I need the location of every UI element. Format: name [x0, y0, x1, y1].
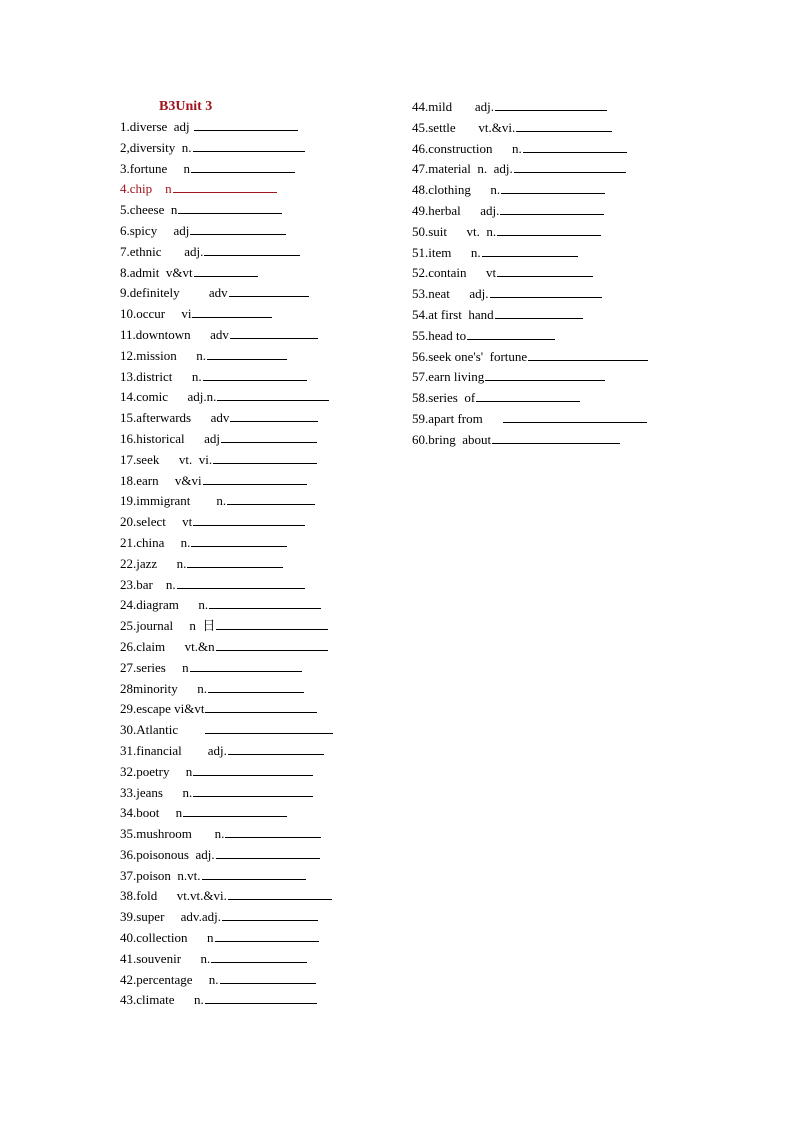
answer-blank[interactable] — [207, 346, 287, 360]
answer-blank[interactable] — [211, 949, 307, 963]
answer-blank[interactable] — [209, 595, 321, 609]
vocab-term: 17.seek vt. vi. — [120, 451, 213, 467]
answer-blank[interactable] — [230, 325, 318, 339]
answer-blank[interactable] — [230, 408, 318, 422]
vocab-item — [412, 222, 648, 243]
vocab-item — [120, 928, 333, 949]
vocab-term: 12.mission n. — [120, 347, 206, 363]
vocab-item — [120, 387, 333, 408]
answer-blank[interactable] — [203, 471, 307, 485]
vocab-term: 44.mild adj. — [412, 99, 494, 114]
vocab-term: 49.herbal adj. — [412, 202, 500, 218]
vocab-item — [412, 139, 648, 160]
vocab-term: 18.earn v&vi — [120, 472, 202, 488]
answer-blank[interactable] — [215, 928, 319, 942]
vocab-term: 46.construction n. — [412, 140, 522, 156]
vocab-item — [120, 325, 333, 346]
vocab-term: 35.mushroom n. — [120, 826, 225, 842]
vocab-item — [120, 450, 333, 471]
answer-blank[interactable] — [204, 242, 300, 256]
vocab-term: 26.claim vt.&n — [120, 638, 215, 654]
answer-blank[interactable] — [193, 783, 313, 797]
vocab-term: 45.settle vt.&vi. — [412, 119, 516, 135]
vocab-item — [120, 533, 333, 554]
vocab-item — [412, 430, 648, 451]
vocab-term: 34.boot n — [120, 805, 183, 821]
page-title: B3Unit 3 — [159, 99, 213, 114]
vocab-item — [120, 970, 333, 991]
vocab-term: 40.collection n — [120, 930, 214, 946]
answer-blank[interactable] — [190, 221, 286, 235]
answer-blank[interactable] — [482, 243, 578, 257]
vocab-term: 39.super adv.adj. — [120, 909, 221, 925]
answer-blank[interactable] — [190, 658, 302, 672]
answer-blank[interactable] — [227, 491, 315, 505]
answer-blank[interactable] — [213, 450, 317, 464]
answer-blank[interactable] — [194, 117, 298, 131]
vocab-term: 30.Atlantic — [120, 722, 205, 738]
vocab-term: 7.ethnic adj. — [120, 243, 204, 259]
vocab-term: 27.series n — [120, 659, 189, 675]
vocab-item — [120, 720, 333, 741]
vocab-term: 57.earn living — [412, 369, 485, 385]
vocab-term: 24.diagram n. — [120, 597, 209, 613]
answer-blank[interactable] — [225, 824, 321, 838]
vocab-item — [120, 491, 333, 512]
vocab-list-right — [412, 97, 648, 451]
vocab-item — [120, 762, 333, 783]
answer-blank[interactable] — [495, 97, 607, 111]
answer-blank[interactable] — [495, 305, 583, 319]
vocab-item — [412, 118, 648, 139]
vocab-term: 31.financial adj. — [120, 742, 227, 758]
vocab-item — [120, 616, 333, 637]
vocab-term: 14.comic adj.n. — [120, 389, 217, 405]
answer-blank[interactable] — [192, 304, 272, 318]
vocab-term: 55.head to — [412, 327, 467, 343]
vocab-term: 37.poison n.vt. — [120, 867, 201, 883]
vocab-term: 21.china n. — [120, 534, 191, 550]
answer-blank[interactable] — [217, 387, 329, 401]
vocab-item — [120, 575, 333, 596]
answer-blank[interactable] — [193, 138, 305, 152]
vocab-term: 19.immigrant n. — [120, 493, 227, 509]
answer-blank[interactable] — [492, 430, 620, 444]
answer-blank[interactable] — [514, 159, 626, 173]
answer-blank[interactable] — [194, 263, 258, 277]
vocab-item — [120, 866, 333, 887]
vocab-term: 60.bring about — [412, 431, 492, 447]
answer-blank[interactable] — [523, 139, 627, 153]
answer-blank[interactable] — [193, 762, 313, 776]
vocab-item — [120, 429, 333, 450]
vocab-item — [412, 326, 648, 347]
vocab-term: 32.poetry n — [120, 763, 193, 779]
vocab-term: 51.item n. — [412, 244, 481, 260]
answer-blank[interactable] — [205, 990, 317, 1004]
vocab-term: 16.historical adj — [120, 430, 221, 446]
vocab-item — [120, 741, 333, 762]
vocab-term: 36.poisonous adj. — [120, 846, 215, 862]
vocab-term: 53.neat adj. — [412, 286, 489, 302]
vocab-term: 38.fold vt.vt.&vi. — [120, 888, 227, 904]
vocab-item — [412, 159, 648, 180]
vocab-term: 4.chip n — [120, 181, 172, 197]
answer-blank[interactable] — [228, 741, 324, 755]
vocab-item — [120, 283, 333, 304]
answer-blank[interactable] — [222, 907, 318, 921]
answer-blank[interactable] — [503, 409, 647, 423]
vocab-term: 50.suit vt. n. — [412, 223, 497, 239]
vocab-item — [412, 243, 648, 264]
vocab-term: 56.seek one's' fortune — [412, 348, 528, 364]
vocab-term: 29.escape vi&vt — [120, 701, 205, 717]
vocab-item — [120, 949, 333, 970]
vocab-list-left — [120, 117, 333, 1011]
answer-blank[interactable] — [228, 886, 332, 900]
vocab-term: 20.select vt — [120, 514, 193, 530]
vocab-term: 10.occur vi — [120, 306, 192, 322]
answer-blank[interactable] — [221, 429, 317, 443]
answer-blank[interactable] — [485, 367, 605, 381]
answer-blank[interactable] — [205, 699, 317, 713]
vocab-item — [412, 180, 648, 201]
vocab-term: 6.spicy adj — [120, 222, 190, 238]
vocab-term: 2,diversity n. — [120, 139, 192, 155]
vocab-item — [120, 242, 333, 263]
vocab-item — [120, 304, 333, 325]
answer-blank[interactable] — [205, 720, 333, 734]
vocab-term: 42.percentage n. — [120, 971, 219, 987]
vocab-item — [120, 658, 333, 679]
vocab-item — [120, 886, 333, 907]
answer-blank[interactable] — [216, 637, 328, 651]
vocab-term: 5.cheese n — [120, 202, 178, 218]
vocab-item — [120, 138, 333, 159]
answer-blank[interactable] — [178, 200, 282, 214]
answer-blank[interactable] — [501, 180, 605, 194]
vocab-term: 41.souvenir n. — [120, 950, 211, 966]
answer-blank[interactable] — [497, 263, 593, 277]
answer-blank[interactable] — [229, 283, 309, 297]
vocab-term: 9.definitely adv — [120, 285, 228, 301]
vocab-term: 13.district n. — [120, 368, 202, 384]
vocab-item — [412, 97, 648, 118]
answer-blank[interactable] — [191, 159, 295, 173]
answer-blank[interactable] — [500, 201, 604, 215]
answer-blank[interactable] — [202, 866, 306, 880]
vocab-item — [120, 637, 333, 658]
vocab-item — [120, 471, 333, 492]
vocab-term: 33.jeans n. — [120, 784, 193, 800]
vocab-item — [120, 179, 333, 200]
vocab-term: 59.apart from — [412, 410, 503, 426]
vocab-item — [120, 346, 333, 367]
vocab-item — [412, 347, 648, 368]
vocab-item — [412, 284, 648, 305]
vocab-item — [120, 595, 333, 616]
vocab-item — [120, 783, 333, 804]
answer-blank[interactable] — [187, 554, 283, 568]
answer-blank[interactable] — [193, 512, 305, 526]
vocab-term: 52.contain vt — [412, 265, 497, 281]
vocab-term: 47.material n. adj. — [412, 161, 513, 177]
vocab-item — [120, 367, 333, 388]
vocab-item — [120, 699, 333, 720]
answer-blank[interactable] — [220, 970, 316, 984]
vocab-term: 25.journal n 日 — [120, 618, 216, 634]
vocab-item — [412, 388, 648, 409]
vocab-item — [120, 990, 333, 1011]
vocab-term: 11.downtown adv — [120, 326, 229, 342]
answer-blank[interactable] — [216, 616, 328, 630]
vocab-term: 8.admit v&vt — [120, 264, 193, 280]
vocab-term: 58.series of — [412, 390, 476, 406]
vocab-item — [120, 803, 333, 824]
answer-blank[interactable] — [490, 284, 602, 298]
answer-blank[interactable] — [183, 803, 287, 817]
vocab-item — [120, 512, 333, 533]
vocab-item — [120, 679, 333, 700]
vocab-item — [412, 201, 648, 222]
vocab-item — [412, 367, 648, 388]
vocab-item — [412, 263, 648, 284]
answer-blank[interactable] — [476, 388, 580, 402]
vocab-term: 22.jazz n. — [120, 555, 187, 571]
answer-blank[interactable] — [191, 533, 287, 547]
vocab-item — [120, 907, 333, 928]
vocab-item — [120, 159, 333, 180]
answer-blank[interactable] — [208, 679, 304, 693]
answer-blank[interactable] — [516, 118, 612, 132]
answer-blank[interactable] — [216, 845, 320, 859]
answer-blank[interactable] — [467, 326, 555, 340]
vocab-term: 54.at first hand — [412, 306, 494, 322]
answer-blank[interactable] — [497, 222, 601, 236]
vocab-item — [412, 409, 648, 430]
vocab-item — [120, 408, 333, 429]
vocab-term: 1.diverse adj — [120, 119, 193, 134]
vocab-item — [120, 824, 333, 845]
vocab-item — [120, 200, 333, 221]
vocab-item — [120, 221, 333, 242]
vocab-term: 48.clothing n. — [412, 182, 501, 198]
answer-blank[interactable] — [177, 575, 305, 589]
vocab-term: 28minority n. — [120, 680, 208, 696]
vocab-term: 15.afterwards adv — [120, 410, 230, 426]
vocab-term: 43.climate n. — [120, 992, 204, 1008]
answer-blank[interactable] — [203, 367, 307, 381]
vocab-term: 23.bar n. — [120, 576, 176, 592]
vocab-term: 3.fortune n — [120, 160, 191, 176]
vocab-item — [120, 263, 333, 284]
vocab-item — [120, 554, 333, 575]
answer-blank[interactable] — [173, 179, 277, 193]
vocab-item — [412, 305, 648, 326]
vocab-item — [120, 845, 333, 866]
answer-blank[interactable] — [528, 347, 648, 361]
vocab-item — [120, 117, 333, 138]
